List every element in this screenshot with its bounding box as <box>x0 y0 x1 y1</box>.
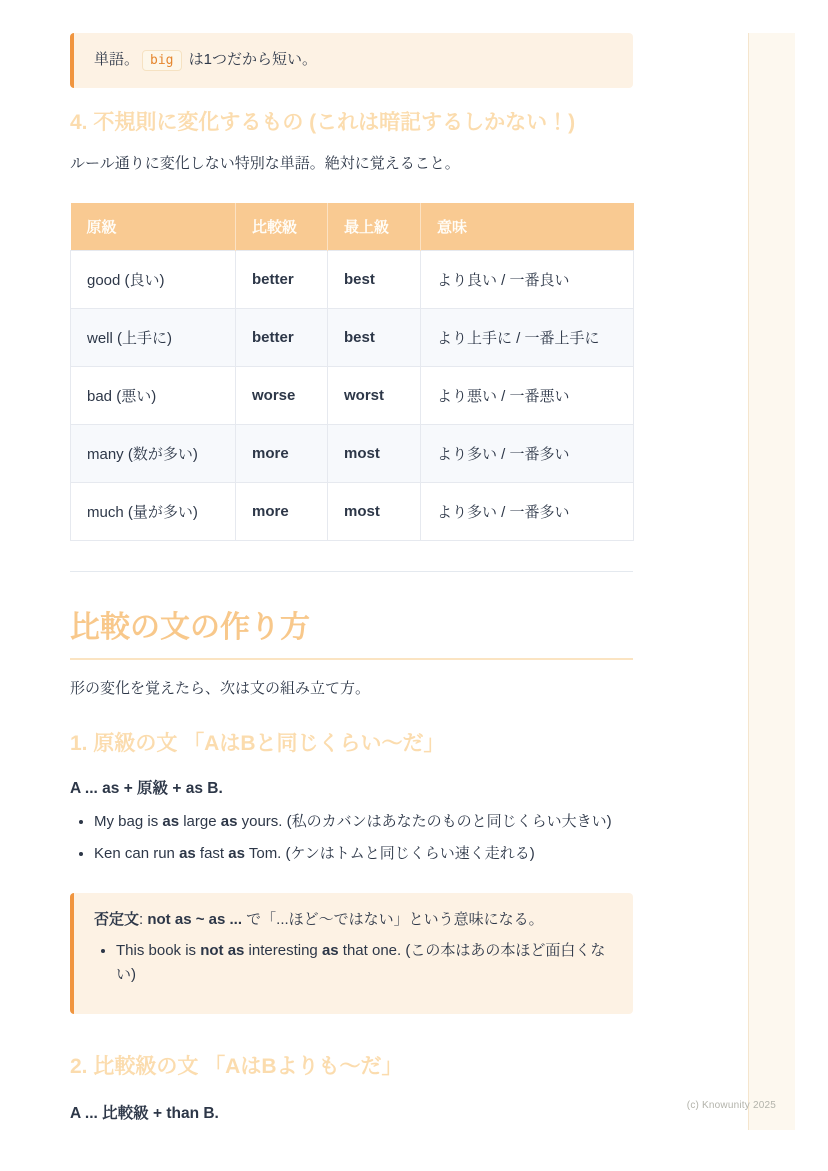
table-header-row <box>71 203 634 251</box>
bold-text: not as <box>200 942 245 960</box>
note-callout-top-text: 単語。 big は1つだから短い。 <box>94 49 613 72</box>
table-cell-meaning: より上手に / 一番上手に <box>421 309 634 367</box>
main-intro: 形の変化を覚えたら、次は文の組み立て方。 <box>70 680 371 698</box>
table-cell-superlative: best <box>328 309 421 367</box>
inline-code: big <box>142 50 181 71</box>
table-cell-meaning: より悪い / 一番悪い <box>421 367 634 425</box>
bold-text: 否定文 <box>94 910 140 928</box>
table-header-cell: 原級 <box>71 203 236 251</box>
table-cell-meaning: より多い / 一番多い <box>421 425 634 483</box>
table-cell-comparative: better <box>236 251 328 309</box>
example-item: • My bag is as large as yours. (私のカバンはあなたのものと同じくらい大きい) <box>94 810 633 833</box>
table-cell-meaning: より良い / 一番良い <box>421 251 634 309</box>
note-callout-top <box>70 33 633 88</box>
table-cell-superlative: worst <box>328 367 421 425</box>
irregular-forms-table <box>70 203 634 541</box>
table-header-cell: 比較級 <box>236 203 328 251</box>
section-divider <box>70 571 633 572</box>
table-row <box>71 425 634 483</box>
copyright-watermark: (c) Knowunity 2025 <box>686 1100 776 1111</box>
example-item: • This book is not as interesting as that one. (この本はあの本ほど面白くない) <box>116 939 613 986</box>
table-cell-comparative: more <box>236 483 328 541</box>
table-cell-base: good (良い) <box>71 251 236 309</box>
table-cell-comparative: worse <box>236 367 328 425</box>
main-heading: 比較の文の作り方 <box>70 602 633 660</box>
section1-heading: 1. 原級の文 「AはBと同じくらい〜だ」 <box>70 731 445 755</box>
table-cell-base: well (上手に) <box>71 309 236 367</box>
bold-text: as <box>321 942 339 960</box>
section2-formula: A ... 比較級 + than B. <box>70 1105 219 1123</box>
negative-note-lead: 否定文: not as ~ as ... で「...ほど〜ではない」という意味になる。 <box>94 910 544 928</box>
example-item: • Ken can run as fast as Tom. (ケンはトムと同じくらい速く走れる) <box>94 842 633 865</box>
table-cell-base: much (量が多い) <box>71 483 236 541</box>
section4-intro: ルール通りに変化しない特別な単語。絶対に覚えること。 <box>70 154 460 172</box>
table-cell-superlative: most <box>328 425 421 483</box>
bold-text: as <box>179 844 196 862</box>
bold-text: as <box>162 813 180 831</box>
table-cell-meaning: より多い / 一番多い <box>421 483 634 541</box>
table-row <box>71 483 634 541</box>
table-header-cell: 意味 <box>421 203 634 251</box>
table-cell-base: many (数が多い) <box>71 425 236 483</box>
table-header-cell: 最上級 <box>328 203 421 251</box>
negative-note-example-list <box>94 939 613 986</box>
bold-text: not as ~ as ... <box>147 910 242 928</box>
table-cell-superlative: best <box>328 251 421 309</box>
bold-text: as <box>228 844 245 862</box>
section1-formula: A ... as + 原級 + as B. <box>70 780 223 798</box>
section2-heading: 2. 比較級の文 「AはBよりも〜だ」 <box>70 1054 403 1078</box>
section4-heading: 4. 不規則に変化するもの (これは暗記するしかない！) <box>70 110 576 134</box>
table-row <box>71 367 634 425</box>
table-cell-comparative: better <box>236 309 328 367</box>
table-cell-superlative: most <box>328 483 421 541</box>
content-column <box>70 33 633 1123</box>
negative-note-callout <box>70 893 633 1014</box>
page-right-margin-band <box>748 33 795 1130</box>
bold-text: as <box>220 813 238 831</box>
table-row <box>71 309 634 367</box>
table-cell-comparative: more <box>236 425 328 483</box>
table-row <box>71 251 634 309</box>
section1-example-list <box>70 810 633 865</box>
table-cell-base: bad (悪い) <box>71 367 236 425</box>
